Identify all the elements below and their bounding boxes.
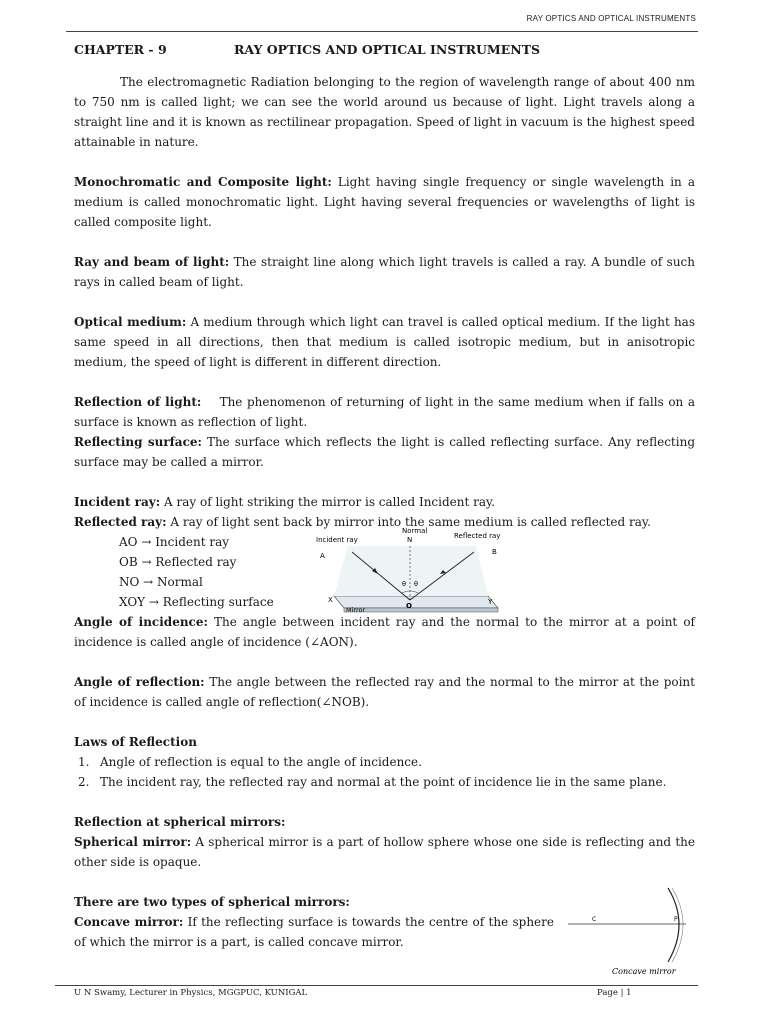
- definition: The phenomenon of returning of light in the same medium when if falls on a surface is known as reflection of light.: [74, 395, 699, 429]
- heading-text: There are two types of spherical mirrors:: [74, 895, 350, 909]
- law-text: The incident ray, the reflected ray and normal at the point of incidence lie in the same plane.: [100, 775, 667, 789]
- law-number: 2.: [78, 775, 90, 789]
- figure-caption: Concave mirror: [612, 967, 676, 976]
- theta-incidence-label: θ: [402, 580, 406, 588]
- definition-item: XOY → Reflecting surface: [119, 595, 274, 609]
- laws-heading: [74, 732, 695, 752]
- ray-paragraph: [74, 252, 695, 292]
- term: Angle of incidence:: [74, 615, 208, 629]
- definition: If the reflecting surface is towards the centre of the sphere of which the mirror is a part, is called concave mirror.: [74, 915, 554, 949]
- reflected-ray-label: Reflected ray: [454, 532, 501, 540]
- concave-mirror-paragraph: [74, 912, 554, 952]
- y-label: Y: [488, 598, 493, 606]
- angle-of-incidence-paragraph: [74, 612, 695, 652]
- term: Reflecting surface:: [74, 435, 202, 449]
- reflection-paragraph: [74, 392, 699, 432]
- heading-text: Reflection at spherical mirrors:: [74, 815, 286, 829]
- heading-text: Laws of Reflection: [74, 735, 197, 749]
- incident-ray-paragraph: [74, 492, 695, 512]
- c-label: C: [592, 916, 597, 923]
- chapter-title: [74, 40, 695, 60]
- definition-list: [119, 532, 274, 612]
- definition: A medium through which light can travel is called optical medium. If the light has same speed in all directions, then that medium is called isotropic medium, but in anisotropic medium, the speed of light is different in different direction.: [74, 315, 695, 369]
- o-label: O: [406, 602, 412, 610]
- definition: A ray of light sent back by mirror into the same medium is called reflected ray.: [166, 515, 651, 529]
- term: Optical medium:: [74, 315, 187, 329]
- definition: The surface which reflects the light is called reflecting surface. Any reflecting surface may be called a mirror.: [74, 435, 695, 469]
- optical-medium-paragraph: [74, 312, 695, 372]
- footer-author: U N Swamy, Lecturer in Physics, MGGPUC, KUNIGAL: [74, 988, 308, 998]
- law-text: Angle of reflection is equal to the angle of incidence.: [100, 755, 422, 769]
- definition: The angle between the reflected ray and the normal to the mirror at the point of incidence is called angle of reflection(∠NOB).: [74, 675, 695, 709]
- term: Incident ray:: [74, 495, 161, 509]
- spherical-heading: [74, 812, 695, 832]
- concave-row: [74, 912, 695, 976]
- p-label: P: [674, 916, 678, 923]
- term: Monochromatic and Composite light:: [74, 175, 332, 189]
- plane-of-incidence: [334, 546, 488, 596]
- term: Angle of reflection:: [74, 675, 205, 689]
- ray-definitions: [74, 527, 695, 614]
- definition: The straight line along which light travels is called a ray. A bundle of such rays in called beam of light.: [74, 255, 695, 289]
- header-rule: [66, 31, 698, 32]
- chapter-number: CHAPTER - 9: [74, 42, 167, 57]
- term: Concave mirror:: [74, 915, 184, 929]
- term: Ray and beam of light:: [74, 255, 230, 269]
- definition-item: NO → Normal: [119, 575, 203, 589]
- intro-paragraph: The electromagnetic Radiation belonging to the region of wavelength range of about 400 nm to 750 nm is called light; we can see the world around us because of light. Light travels along a straight line and it is known as rectilinear propagation. Speed of light in vacuum is the highest speed attainable in nature.: [74, 75, 695, 149]
- law-number: 1.: [78, 755, 90, 769]
- law-item: [74, 752, 695, 772]
- a-label: A: [320, 552, 325, 560]
- x-label: X: [328, 596, 333, 604]
- running-header: RAY OPTICS AND OPTICAL INSTRUMENTS: [526, 14, 696, 23]
- page-content: [74, 40, 699, 976]
- spherical-mirror-paragraph: [74, 832, 695, 872]
- n-label: N: [407, 536, 413, 544]
- term: Spherical mirror:: [74, 835, 192, 849]
- chapter-name: RAY OPTICS AND OPTICAL INSTRUMENTS: [234, 42, 541, 57]
- reflection-diagram: [306, 526, 516, 618]
- mirror-label: Mirror: [346, 606, 366, 614]
- page-number: Page | 1: [597, 988, 632, 998]
- normal-label: Normal: [402, 527, 428, 535]
- incident-ray-label: Incident ray: [316, 536, 358, 544]
- reflecting-surface-paragraph: [74, 432, 695, 472]
- monochromatic-paragraph: [74, 172, 695, 232]
- definition-item: AO → Incident ray: [119, 535, 230, 549]
- footer-rule: [55, 985, 698, 986]
- mirror-edge: [344, 608, 498, 612]
- definition: A ray of light striking the mirror is called Incident ray.: [160, 495, 496, 509]
- angle-of-reflection-paragraph: [74, 672, 695, 712]
- b-label: B: [492, 548, 497, 556]
- law-item: [74, 772, 695, 792]
- term: Reflection of light:: [74, 395, 202, 409]
- term: Reflected ray:: [74, 515, 167, 529]
- definition-item: OB → Reflected ray: [119, 555, 237, 569]
- definition: A spherical mirror is a part of hollow sphere whose one side is reflecting and the other side is opaque.: [74, 835, 695, 869]
- laws-list: [74, 752, 695, 792]
- theta-reflection-label: θ: [414, 580, 418, 588]
- definition: Light having single frequency or single wavelength in a medium is called monochromatic light. Light having several frequencies or wavelengths of light is called composite light.: [74, 175, 695, 229]
- definition: The angle between incident ray and the normal to the mirror at a point of incidence is called angle of incidence (∠AON).: [74, 615, 695, 649]
- concave-mirror-figure: [564, 884, 700, 976]
